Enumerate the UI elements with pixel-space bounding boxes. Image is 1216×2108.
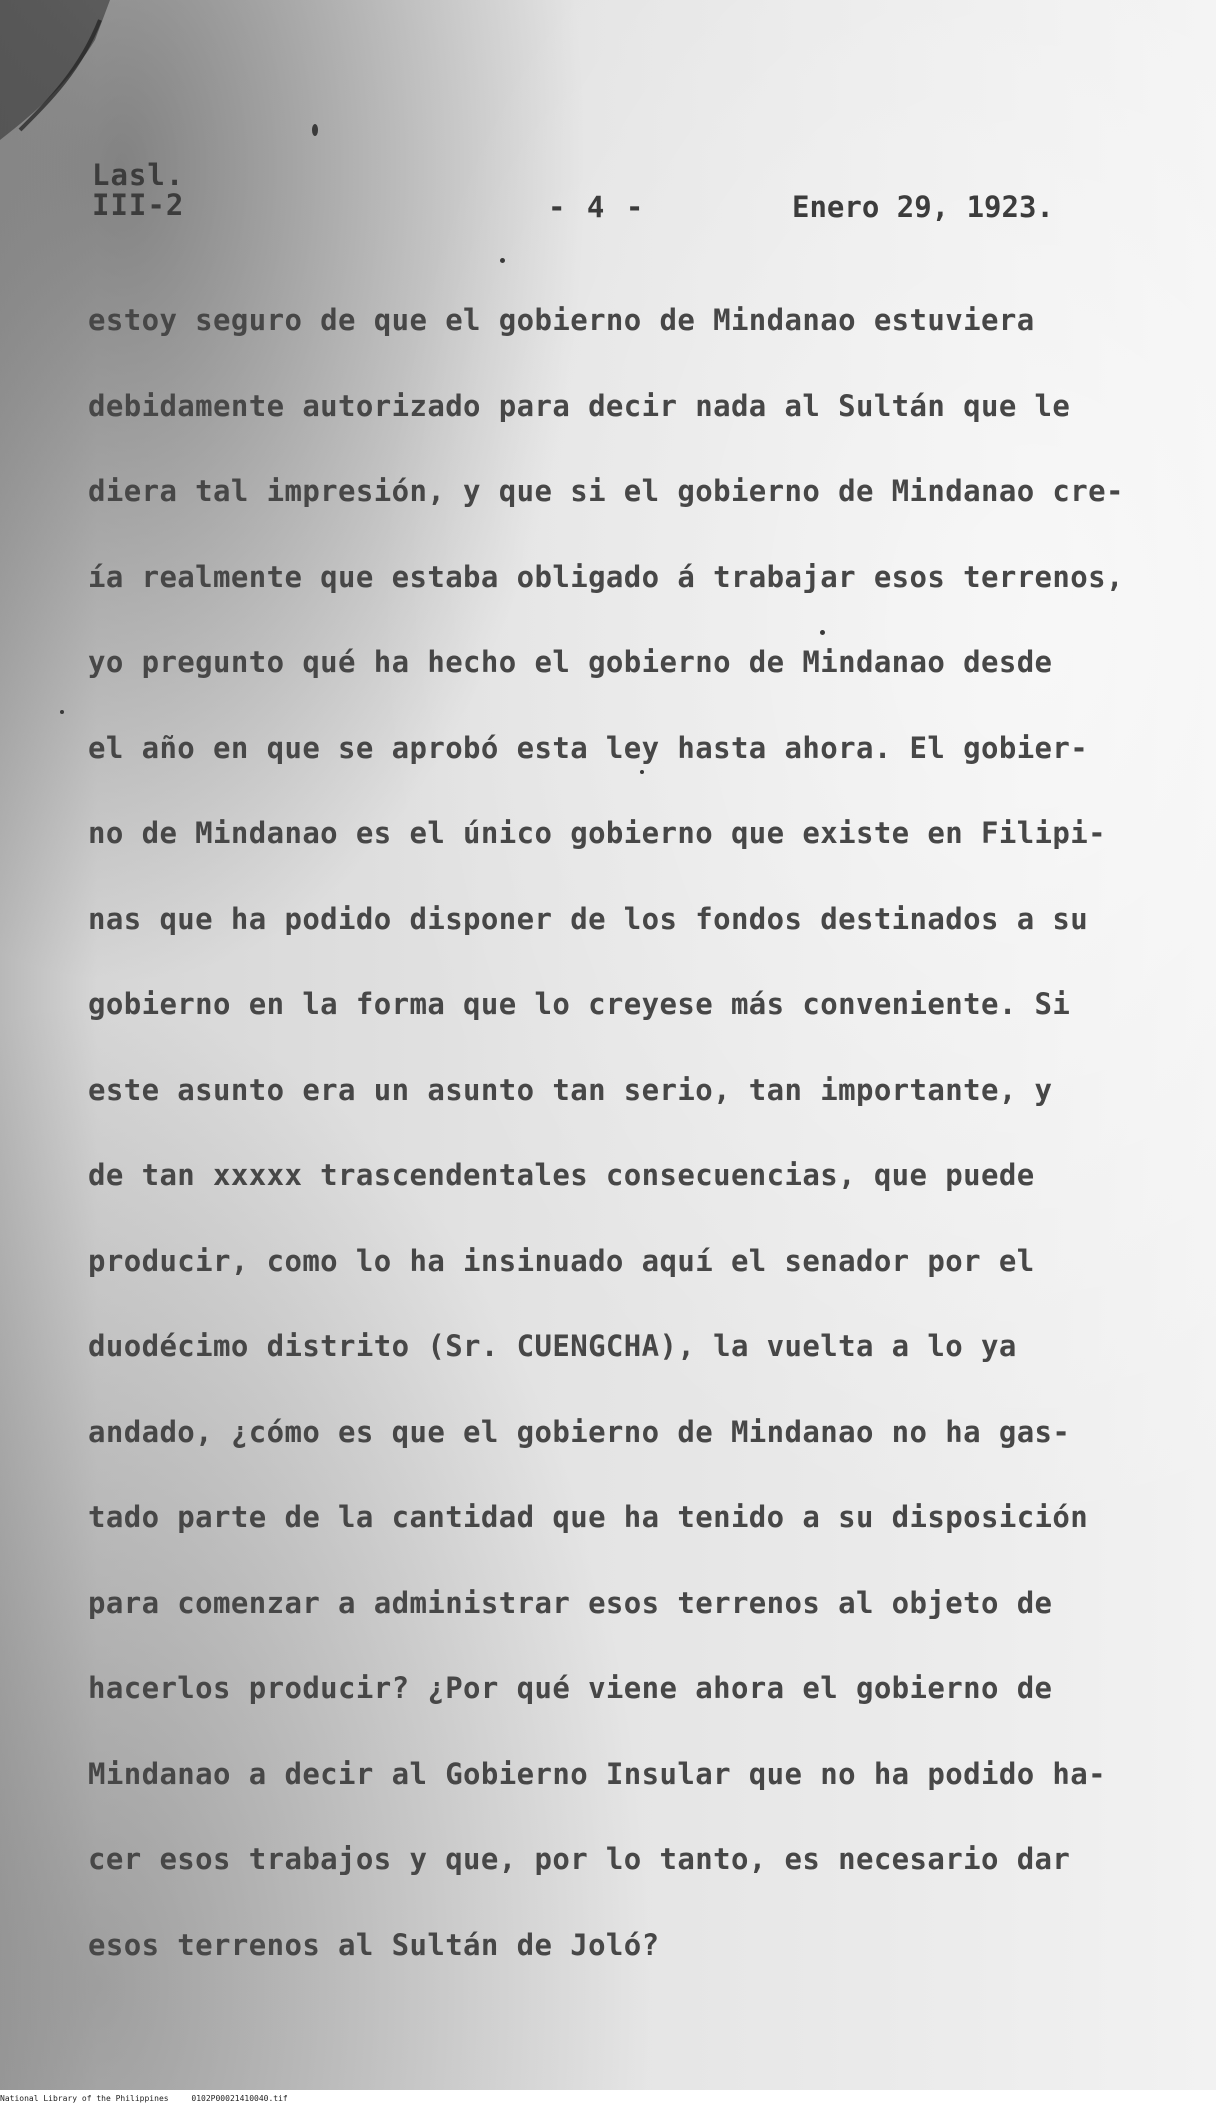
text-line: hacerlos producir? ¿Por qué viene ahora el gobierno de [88, 1671, 1053, 1705]
text-line: no de Mindanao es el único gobierno que existe en Filipi- [88, 816, 1106, 850]
text-line: gobierno en la forma que lo creyese más conveniente. Si [88, 987, 1071, 1021]
text-line: para comenzar a administrar esos terrenos al objeto de [88, 1585, 1053, 1620]
text-line: duodécimo distrito (Sr. CUENGCHA), la vuelta a lo ya [88, 1329, 1017, 1363]
text-line: andado, ¿cómo es que el gobierno de Mindanao no ha gas- [88, 1414, 1071, 1449]
document-date: Enero 29, 1923. [792, 190, 1054, 224]
page-number: - 4 - [548, 190, 646, 224]
footer-source: National Library of the Philippines [0, 2094, 169, 2103]
initials: Lasl. [92, 158, 185, 192]
ink-speck [312, 124, 318, 136]
text-line: producir, como lo ha insinuado aquí el senador por el [88, 1243, 1035, 1278]
text-line: estoy seguro de que el gobierno de Mindanao estuviera [88, 303, 1035, 337]
text-line: yo pregunto qué ha hecho el gobierno de Mindanao desde [88, 645, 1053, 679]
text-line: diera tal impresión, y que si el gobierno de Mindanao cre- [88, 474, 1124, 508]
text-line: este asunto era un asunto tan serio, tan importante, y [88, 1072, 1053, 1107]
text-line: el año en que se aprobó esta ley hasta ahora. El gobier- [88, 730, 1089, 765]
text-line: esos terrenos al Sultán de Joló? [88, 1927, 660, 1962]
text-line: ía realmente que estaba obligado á trabajar esos terrenos, [88, 559, 1124, 594]
footer-file-id: 0102P00021410040.tif [191, 2094, 288, 2103]
text-line: de tan xxxxx trascendentales consecuencias, que puede [88, 1158, 1035, 1192]
torn-corner-shadow [0, 0, 110, 140]
text-line: Mindanao a decir al Gobierno Insular que no ha podido ha- [88, 1756, 1106, 1791]
text-line: tado parte de la cantidad que ha tenido a su disposición [88, 1500, 1089, 1534]
typed-body [88, 300, 1128, 2010]
ink-speck [500, 258, 505, 263]
document-reference [92, 160, 184, 220]
reference-code: III-2 [92, 188, 185, 222]
text-line: debidamente autorizado para decir nada al Sultán que le [88, 388, 1071, 423]
scan-footer [0, 2092, 1216, 2108]
text-line: nas que ha podido disponer de los fondos destinados a su [88, 901, 1089, 936]
ink-speck [60, 710, 64, 714]
text-line: cer esos trabajos y que, por lo tanto, es necesario dar [88, 1842, 1071, 1876]
